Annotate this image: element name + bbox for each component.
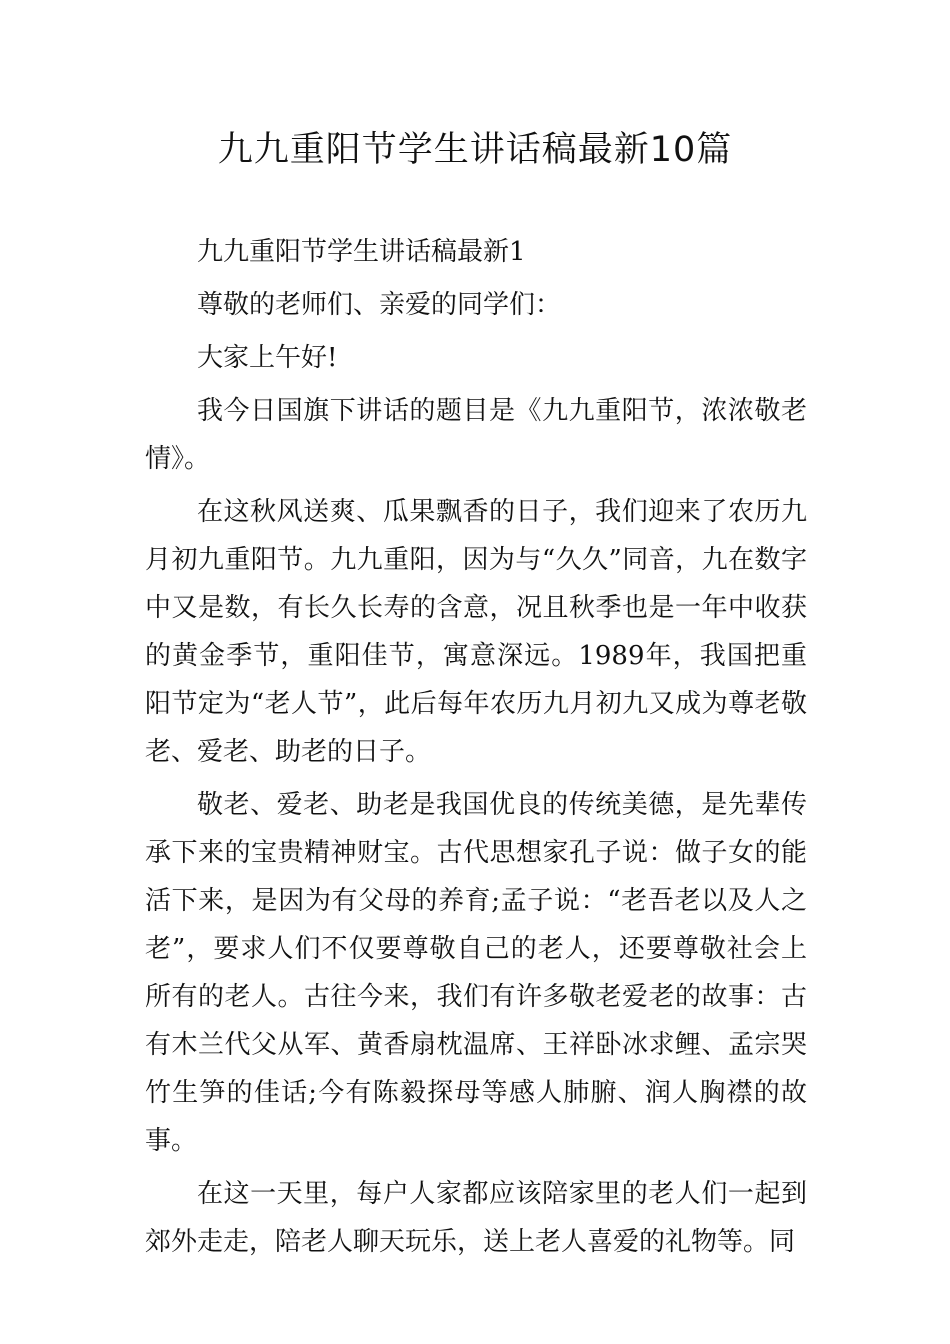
paragraph-activities: 在这一天里，每户人家都应该陪家里的老人们一起到郊外走走，陪老人聊天玩乐，送上老人喜爱的礼物等。同: [145, 1179, 807, 1257]
paragraph-greeting: 大家上午好!: [197, 343, 338, 373]
paragraph-tradition: 敬老、爱老、助老是我国优良的传统美德，是先辈传承下来的宝贵精神财宝。古代思想家孔子说：做子女的能活下来，是因为有父母的养育;孟子说：“老吾老以及人之老”，要求人们不仅要尊敬自己的老人，还要尊敬社会上所有的老人。古往今来，我们有许多敬老爱老的故事：古有木兰代父从军、黄香扇枕温席、王祥卧冰求鲤、孟宗哭竹生笋的佳话;今有陈毅探母等感人肺腑、润人胸襟的故事。: [145, 790, 807, 1156]
paragraph-heading: 九九重阳节学生讲话稿最新1: [197, 237, 526, 267]
paragraph-topic: 我今日国旗下讲话的题目是《九九重阳节，浓浓敬老情》。: [145, 396, 807, 474]
paragraph-festival: 在这秋风送爽、瓜果飘香的日子，我们迎来了农历九月初九重阳节。九九重阳，因为与“久久”同音，九在数字中又是数，有长久长寿的含意，况且秋季也是一年中收获的黄金季节，重阳佳节，寓意深远。1989年，我国把重阳节定为“老人节”，此后每年农历九月初九又成为尊老敬老、爱老、助老的日子。: [145, 497, 807, 767]
paragraph-salutation: 尊敬的老师们、亲爱的同学们：: [197, 290, 562, 320]
document-title: 九九重阳节学生讲话稿最新10篇: [217, 130, 733, 170]
document-body: [145, 228, 807, 1266]
